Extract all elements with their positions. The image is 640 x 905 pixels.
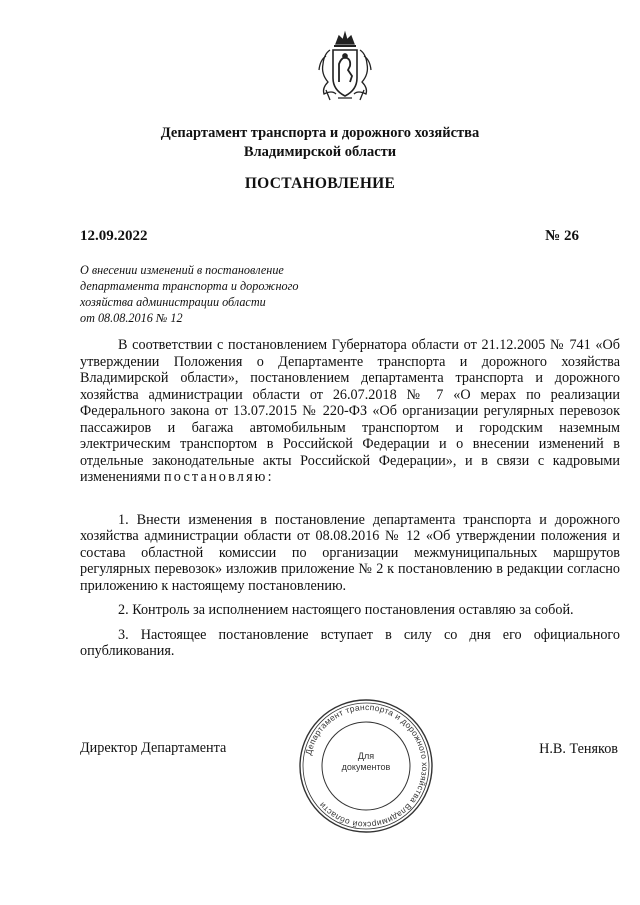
document-subject [80, 262, 340, 326]
org-name-line2: Владимирской области [243, 144, 397, 160]
seal-ring-text: Департамент транспорта и дорожного хозяйства Владимирской области [303, 701, 431, 831]
signer-name: Н.В. Теняков [539, 741, 618, 757]
decree-word: постановляю: [164, 469, 274, 485]
document-date: 12.09.2022 [80, 228, 148, 244]
signer-title: Директор Департамента [80, 740, 227, 756]
seal-center-text [326, 751, 406, 773]
document-number: № 26 [545, 228, 579, 244]
subject-line4: от 08.08.2016 № 12 [80, 311, 183, 325]
document-type: ПОСТАНОВЛЕНИЕ [244, 175, 396, 192]
subject-line2: департамента транспорта и дорожного [80, 279, 299, 293]
subject-line1: О внесении изменений в постановление [80, 263, 284, 277]
preamble-paragraph [80, 337, 620, 486]
org-name-line1: Департамент транспорта и дорожного хозяйства [160, 125, 480, 141]
document-body [80, 337, 620, 660]
decree-item-1: 1. Внести изменения в постановление департамента транспорта и дорожного хозяйства администрации области от 08.08.2016 № 12 «Об утверждении положения и состава областной комиссии по организации межмуниципальных маршрутов регулярных перевозок» изложив приложение № 2 к постановлению в редакции согласно приложению к настоящему постановлению. [80, 511, 620, 594]
issuing-organization [0, 124, 640, 162]
coat-of-arms-icon [314, 30, 376, 104]
seal-center-line1: Для [357, 751, 375, 761]
subject-line3: хозяйства администрации области [80, 295, 266, 309]
preamble-text: В соответствии с постановлением Губернатора области от 21.12.2005 № 741 «Об утверждении Положения о Департаменте транспорта и дорожного хозяйства Владимирской области», постановлением департамента транспорта и дорожного хозяйства администрации области от 26.07.2018 № 7 «О мерах по реализации Федерального закона от 13.07.2015 № 220-ФЗ «Об организации регулярных перевозок пассажиров и багажа автомобильным транспортом и городским наземным электрическим транспортом в Российской Федерации и о внесении изменений в отдельные законодательные акты Российской Федерации», и в связи с кадровыми изменениями [80, 337, 620, 485]
seal-center-line2: документов [341, 762, 391, 772]
decree-item-2: 2. Контроль за исполнением настоящего постановления оставляю за собой. [118, 602, 574, 618]
decree-item-3: 3. Настоящее постановление вступает в силу со дня его официального опубликования. [80, 626, 620, 659]
